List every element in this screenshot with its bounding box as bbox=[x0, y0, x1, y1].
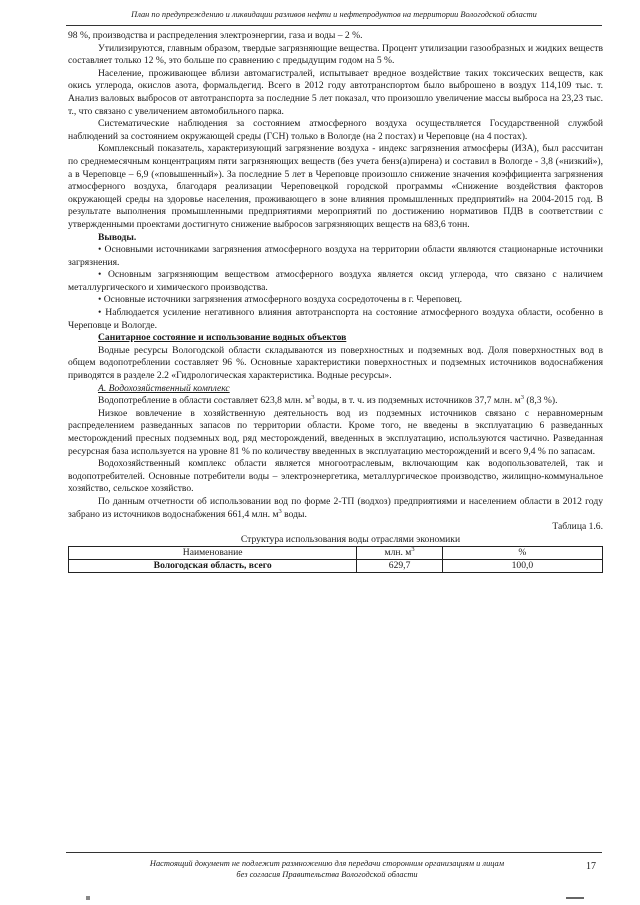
footer-line-1: Настоящий документ не подлежит размножению для передачи сторонним организациям и лицам bbox=[149, 859, 505, 868]
row-name-cell: Вологодская область, всего bbox=[69, 559, 357, 572]
row-value-cell: 629,7 bbox=[357, 559, 442, 572]
header-divider bbox=[66, 25, 602, 26]
paragraph-10 bbox=[68, 496, 603, 521]
table-header-row bbox=[69, 547, 603, 560]
paragraph-5: Комплексный показатель, характеризующий загрязнение воздуха - индекс загрязнения атмосферы (ИЗА), был рассчитан по среднемесячным концентрациям пяти загрязняющих веществ (без учета бенз(а)пирена) и составил в Вологде - 3,8 («низкий»), а в Череповце – 6,9 («повышенный»). За последние 5 лет в Череповце произошло снижение значения коэффициента загрязнения атмосферного воздуха, благодаря реализации Череповецкой городской программы «Снижение воздействия факторов окружающей среды на здоровье населения, проживающего в зоне влияния промышленных предприятий» на 2004-2015 год. В результате выполнения промышленными предприятиями мероприятий по достижению нормативов ПДВ в соответствии с утвержденными проектами достигнуто снижение выбросов загрязняющих веществ на 683,6 тонн. bbox=[68, 143, 603, 230]
cubic-superscript: 3 bbox=[411, 546, 415, 554]
conclusion-item-3: • Основные источники загрязнения атмосферного воздуха сосредоточены в г. Череповец. bbox=[98, 294, 463, 306]
scan-dot bbox=[86, 896, 90, 900]
table-caption: Таблица 1.6. bbox=[552, 521, 603, 533]
page-number: 17 bbox=[586, 861, 596, 872]
paragraph-7 bbox=[68, 395, 603, 408]
water-use-table bbox=[68, 546, 603, 572]
paragraph-6: Водные ресурсы Вологодской области складываются из поверхностных и подземных вод. Доля поверхностных вод в общем водопотреблении составляет 96 %. Основные характеристики поверхностных и подземных источников водоснабжения приводятся в разделе 2.2 «Гидрологическая характеристика. Водные ресурсы». bbox=[68, 344, 603, 382]
paragraph-7-part-a: Водопотребление в области составляет 623,8 млн. м bbox=[98, 395, 312, 407]
cubic-superscript: 3 bbox=[520, 394, 524, 402]
paragraph-10-part-b: воды. bbox=[281, 508, 307, 520]
header-cell-name: Наименование bbox=[69, 547, 357, 560]
subsection-heading: А. Водохозяйственный комплекс bbox=[98, 382, 230, 394]
paragraph-10-part-a: По данным отчетности об использовании вод по форме 2-ТП (водхоз) предприятиями и населением области в 2012 году забрано из источников водоснабжения 661,4 млн. м bbox=[68, 495, 603, 520]
conclusion-item-1: • Основными источниками загрязнения атмосферного воздуха на территории области являются стационарные источники загрязнения. bbox=[68, 244, 603, 268]
running-header: План по предупреждению и ликвидации разливов нефти и нефтепродуктов на территории Вологодской области bbox=[131, 10, 537, 19]
scan-artifact bbox=[566, 897, 584, 899]
header-cell-percent: % bbox=[442, 547, 602, 560]
paragraph-3: Население, проживающее вблизи автомагистралей, испытывает вредное воздействие таких токсических веществ, как окись углерода, окислов азота, формальдегид. Всего в 2012 году автотранспортом было выброшено в воздух 114,109 тыс. т. Анализ валовых выбросов от автотранспорта за последние 5 лет показал, что произошло увеличение массы выброса на 23,23 тыс. т., что связано с увеличением автомобильного парка. bbox=[68, 67, 603, 117]
unit-label: млн. м bbox=[384, 547, 412, 559]
conclusion-item-4: • Наблюдается усиление негативного влияния автотранспорта на состояние атмосферного воздуха области, особенно в Череповце и Вологде. bbox=[68, 307, 603, 331]
cubic-superscript: 3 bbox=[278, 507, 282, 515]
paragraph-2: Утилизируются, главным образом, твердые загрязняющие вещества. Процент утилизации газообразных и жидких веществ составляет только 12 %, это больше по сравнению с предыдущим годом на 5 %. bbox=[68, 42, 603, 67]
paragraph-8: Низкое вовлечение в хозяйственную деятельность вод из подземных источников связано с неравномерным распределением разведанных запасов по территории области. Кроме того, не введены в эксплуатацию 6 разведанных месторождений пресных подземных вод, ряд месторождений, введенных в эксплуатацию, используются частично. Разведанная ресурсная база используется на уровне 81 % по количеству введенных в эксплуатацию месторождений и всего 9,4 % по запасам. bbox=[68, 407, 603, 457]
footer-divider bbox=[66, 852, 602, 853]
row-percent-cell: 100,0 bbox=[442, 559, 602, 572]
page-body bbox=[68, 30, 603, 573]
section-heading: Санитарное состояние и использование водных объектов bbox=[98, 332, 347, 344]
header-cell-unit bbox=[357, 547, 442, 560]
cubic-superscript: 3 bbox=[311, 394, 315, 402]
conclusion-item-2: • Основным загрязняющим веществом атмосферного воздуха является оксид углерода, что связано с наличием металлургического и химического производства. bbox=[68, 269, 603, 293]
section-heading-paragraph bbox=[68, 332, 603, 345]
paragraph-7-part-c: (8,3 %). bbox=[523, 395, 558, 407]
paragraph-1: 98 %, производства и распределения электроэнергии, газа и воды – 2 %. bbox=[68, 30, 363, 41]
footer-line-2: без согласия Правительства Вологодской области bbox=[236, 870, 418, 879]
paragraph-9: Водохозяйственный комплекс области является многоотраслевым, включающим как водопользователей, так и водопотребителей. Основные потребители воды – электроэнергетика, металлургическое производство, жилищно-коммунальное хозяйство, сельское хозяйство. bbox=[68, 458, 603, 495]
table-title: Структура использования воды отраслями экономики bbox=[240, 533, 461, 545]
paragraph-4: Систематические наблюдения за состоянием атмосферного воздуха осуществляется Государственной службой наблюдений за состоянием окружающей среды (ГСН) только в Вологде (на 2 постах) и Череповце (на 4 постах). bbox=[68, 118, 603, 142]
table-row bbox=[69, 559, 603, 572]
paragraph-7-part-b: воды, в т. ч. из подземных источников 37,7 млн. м bbox=[314, 395, 521, 407]
conclusions-heading: Выводы. bbox=[98, 231, 137, 243]
footer-notice bbox=[92, 858, 562, 880]
